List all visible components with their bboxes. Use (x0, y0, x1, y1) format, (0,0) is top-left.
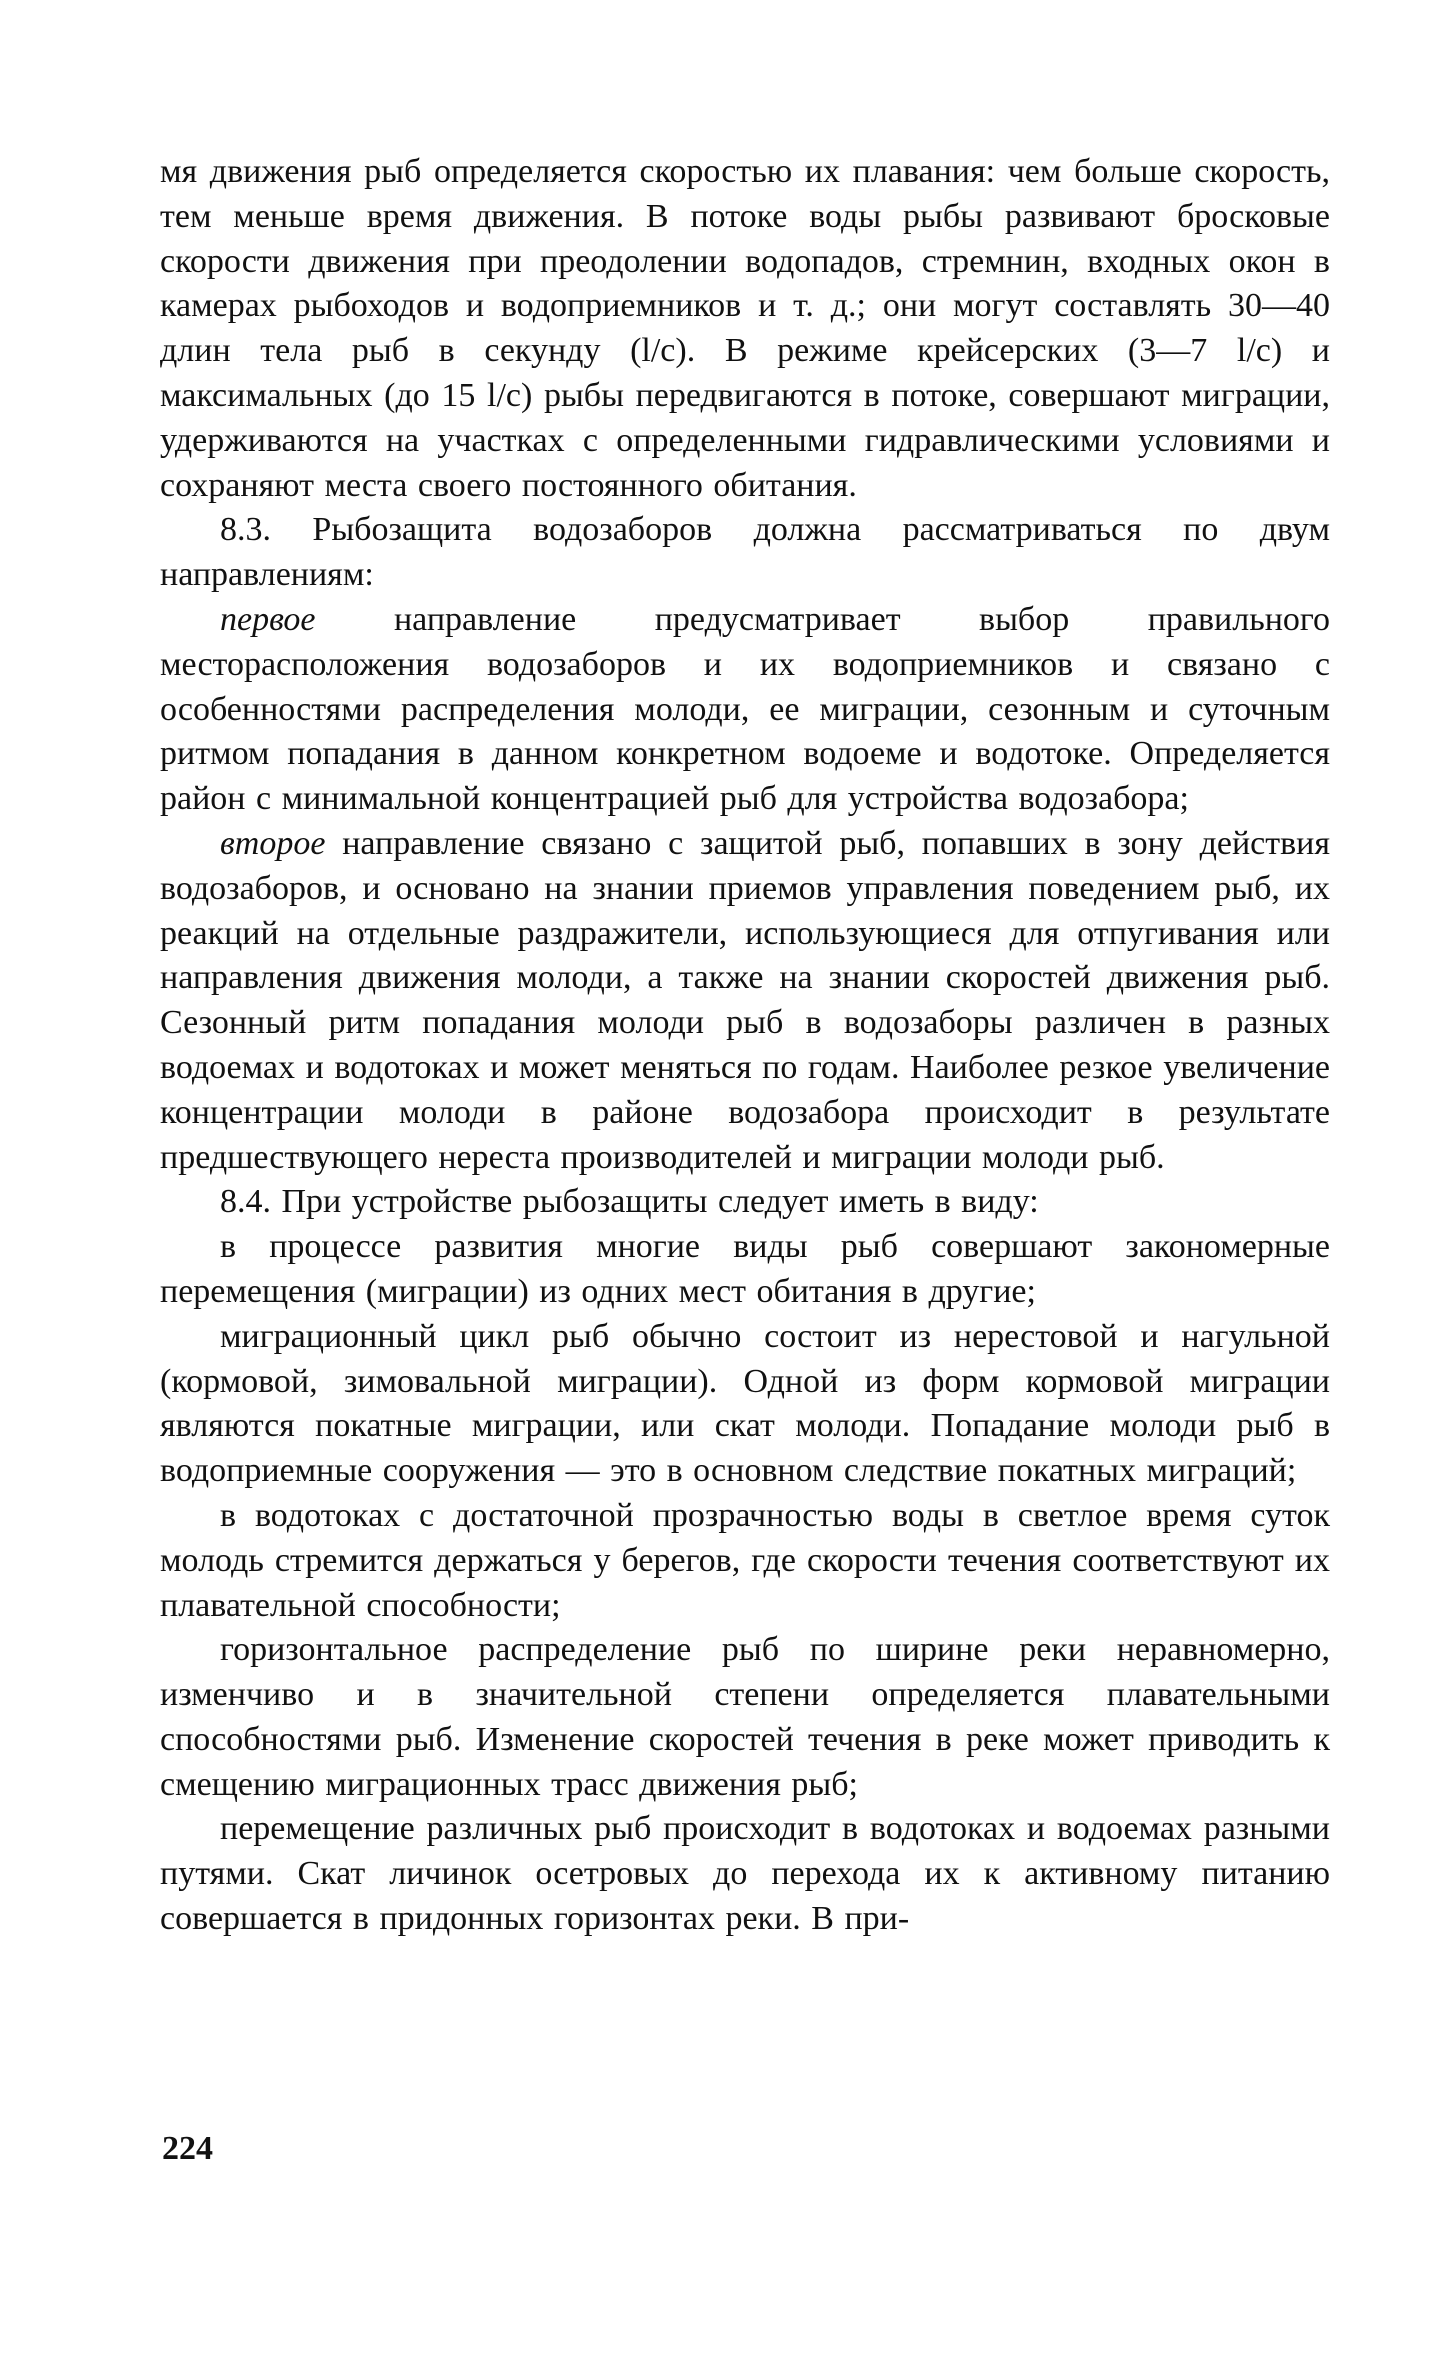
list-item-movement-paths: перемещение различных рыб происходит в водотоках и водоемах разными путями. Скат личинок осетровых до перехода их к активному питанию совершается в придонных горизонтах реки. В при- (160, 1810, 1330, 1938)
list-item-horizontal-distribution: горизонтальное распределение рыб по ширине реки неравномерно, изменчиво и в значительной степени определяется плавательными способностями рыб. Изменение скоростей течения в реке может приводить к смещению миграционных трасс движения рыб; (160, 1631, 1330, 1803)
page-number: 224 (162, 2130, 213, 2167)
paragraph-first-direction (160, 598, 1330, 822)
list-item-migration-cycle: миграционный цикл рыб обычно состоит из нерестовой и нагульной (кормовой, зимовальной миграции). Одной из форм кормовой миграции являются покатные миграции, или скат молоди. Попадание молоди рыб в водоприемные сооружения — это в основном следствие покатных миграций; (160, 1317, 1330, 1490)
first-direction-text: направление предусматривает выбор правильного месторасположения водозаборов и их водоприемников и связано с особенностями распределения молоди, ее миграции, сезонным и суточным ритмом попадания в данном конкретном водоеме и водотоке. Определяется район с минимальной концентрацией рыб для устройства водозабора; (160, 600, 1331, 818)
section-text: Рыбозащита водозаборов должна рассматриваться по двум направлениям: (160, 511, 1331, 594)
list-item-migration: в процессе развития многие виды рыб совершают закономерные перемещения (миграции) из одних мест обитания в другие; (160, 1228, 1330, 1310)
second-direction-label: второе (220, 824, 326, 862)
section-8-3 (160, 508, 1330, 598)
paragraph-continuation: мя движения рыб определяется скоростью их плавания: чем больше скорость, тем меньше время движения. В потоке воды рыбы развивают бросковые скорости движения при преодолении водопадов, стремнин, входных окон в камерах рыбоходов и водоприемников и т. д.; они могут составлять 30—40 длин тела рыб в секунду (l/с). В режиме крейсерских (3—7 l/с) и максимальных (до 15 l/с) рыбы передвигаются в потоке, совершают миграции, удерживаются на участках с определенными гидравлическими условиями и сохраняют места своего постоянного обитания. (160, 153, 1330, 504)
section-number: 8.3. (220, 511, 271, 549)
paragraph-second-direction (160, 822, 1330, 1180)
section-8-4 (160, 1180, 1330, 1225)
page-body (160, 150, 1330, 1942)
second-direction-text: направление связано с защитой рыб, попавших в зону действия водозаборов, и основано на знании приемов управления поведением рыб, их реакций на отдельные раздражители, использующиеся для отпугивания или направления движения молоди, а также на знании скоростей движения рыб. Сезонный ритм попадания молоди рыб в водозаборы различен в разных водоемах и водотоках и может меняться по годам. Наиболее резкое увеличение концентрации молоди в районе водозабора происходит в результате предшествующего нереста производителей и миграции молоди рыб. (160, 824, 1331, 1176)
section-text: При устройстве рыбозащиты следует иметь в виду: (281, 1183, 1039, 1221)
list-item-transparency: в водотоках с достаточной прозрачностью воды в светлое время суток молодь стремится держаться у берегов, где скорости течения соответствуют их плавательной способности; (160, 1496, 1330, 1624)
section-number: 8.4. (220, 1183, 271, 1221)
first-direction-label: первое (220, 600, 316, 638)
